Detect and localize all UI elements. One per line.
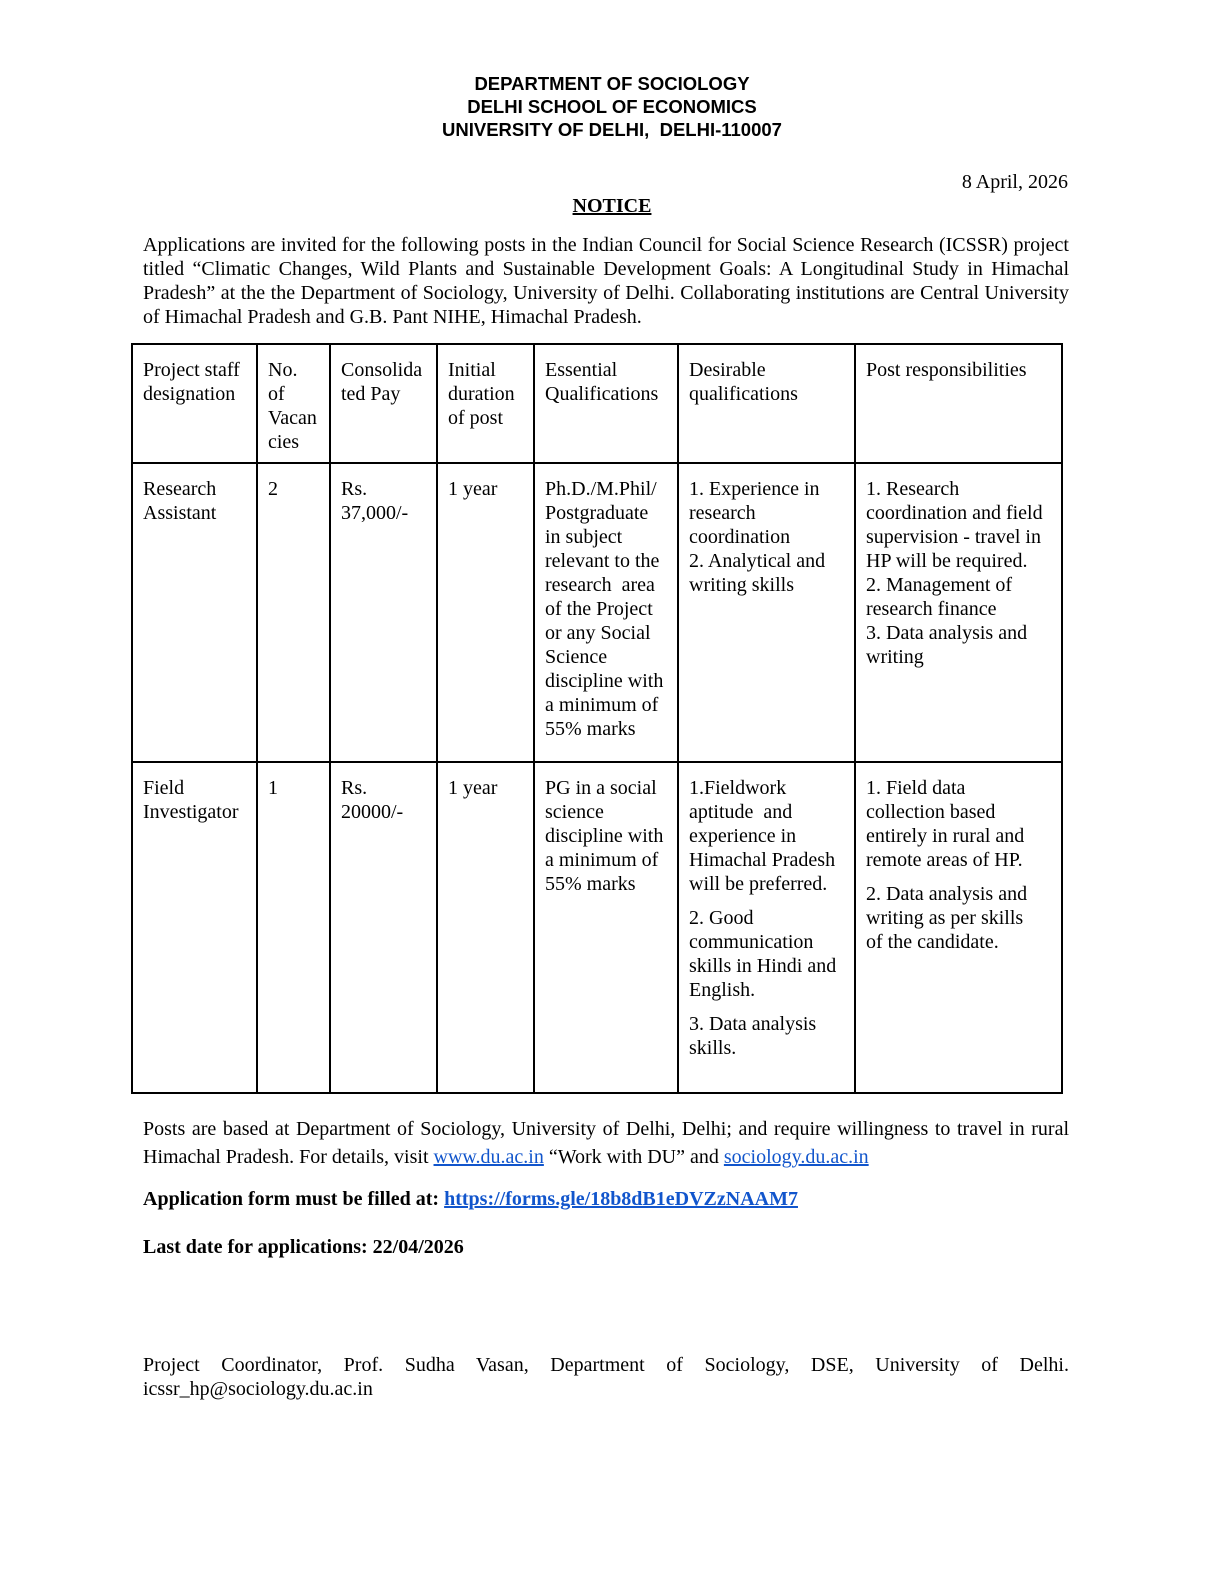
header-cell: [855, 344, 1062, 463]
cell-text: 2. Management of: [866, 574, 1013, 596]
cell-text: 2. Data analysis and: [866, 883, 1028, 905]
cell-text: supervision - travel in: [866, 526, 1041, 548]
coordinator-email: icssr_hp@sociology.du.ac.in: [143, 1378, 373, 1400]
duration-cell: 1 year: [437, 463, 534, 762]
designation-cell: [132, 762, 257, 1093]
cell-text: Field: [143, 777, 185, 799]
header-line-2: DELHI SCHOOL OF ECONOMICS: [467, 96, 757, 117]
cell-text: skills in Hindi and: [689, 955, 837, 977]
posts-info-paragraph: [143, 1115, 1069, 1171]
cell-text: 2. Good: [689, 907, 754, 929]
cell-text: 1. Field data: [866, 777, 966, 799]
cell-text: Research: [143, 478, 217, 500]
staff-table: [131, 343, 1063, 1094]
cell-text: research: [689, 502, 756, 524]
cell-text: or any Social: [545, 622, 651, 644]
spacer: [689, 896, 846, 906]
cell-text: HP will be required.: [866, 550, 1028, 572]
responsibilities-cell: [855, 762, 1062, 1093]
cell-text: 3. Data analysis and: [866, 622, 1028, 644]
spacer: [689, 1002, 846, 1012]
header-text: duration: [448, 383, 515, 405]
notice-title: NOTICE: [572, 195, 652, 217]
cell-text: 55% marks: [545, 718, 636, 740]
header-text: Post responsibilities: [866, 359, 1027, 381]
cell-text: 1. Experience in: [689, 478, 820, 500]
cell-text: Rs.: [341, 777, 368, 799]
coordinator-line: Project Coordinator, Prof. Sudha Vasan, Department of Sociology, DSE, University of Delhi.: [143, 1354, 1069, 1376]
header-text: No.: [268, 359, 298, 381]
department-header: [0, 72, 1224, 141]
cell-text: remote areas of HP.: [866, 849, 1023, 871]
cell-text: research finance: [866, 598, 997, 620]
cell-text: writing skills: [689, 574, 795, 596]
cell-text: PG in a social: [545, 777, 657, 799]
pay-cell: [330, 762, 437, 1093]
cell-text: Rs.: [341, 478, 368, 500]
header-line-1: DEPARTMENT OF SOCIOLOGY: [474, 73, 750, 94]
header-cell: [132, 344, 257, 463]
designation-cell: [132, 463, 257, 762]
cell-text: 20000/-: [341, 801, 404, 823]
cell-text: collection based: [866, 801, 996, 823]
application-line: [143, 1185, 1069, 1213]
pay-cell: [330, 463, 437, 762]
cell-text: communication: [689, 931, 814, 953]
cell-text: 1.Fieldwork: [689, 777, 787, 799]
table-row: [132, 762, 1062, 1093]
header-cell: [534, 344, 678, 463]
header-text: Desirable: [689, 359, 766, 381]
cell-text: experience in: [689, 825, 797, 847]
header-text: of post: [448, 407, 503, 429]
vacancies-cell: 1: [257, 762, 330, 1093]
cell-text: of the Project: [545, 598, 653, 620]
coordinator-paragraph: [143, 1353, 1069, 1401]
cell-text: Himachal Pradesh: [689, 849, 836, 871]
cell-text: a minimum of: [545, 694, 659, 716]
cell-text: Assistant: [143, 502, 217, 524]
header-text: Vacan: [268, 407, 317, 429]
cell-text: discipline with: [545, 825, 664, 847]
cell-text: science: [545, 801, 604, 823]
cell-text: English.: [689, 979, 756, 1001]
cell-text: writing as per skills: [866, 907, 1024, 929]
application-label: Application form must be filled at:: [143, 1188, 445, 1210]
cell-text: in subject: [545, 526, 623, 548]
desirable-cell: [678, 762, 855, 1093]
cell-text: Ph.D./M.Phil/: [545, 478, 657, 500]
duration-cell: 1 year: [437, 762, 534, 1093]
cell-text: will be preferred.: [689, 873, 828, 895]
header-text: designation: [143, 383, 236, 405]
cell-text: of the candidate.: [866, 931, 999, 953]
cell-text: discipline with: [545, 670, 664, 692]
intro-paragraph: Applications are invited for the following posts in the Indian Council for Social Science Research (ICSSR) project titled “Climatic Changes, Wild Plants and Sustainable Development Goals: A Longitudinal Study in Himachal Pradesh” at the the Department of Sociology, University of Delhi. Collaborating institutions are Central University of Himachal Pradesh and G.B. Pant NIHE, Himachal Pradesh.: [143, 234, 1069, 328]
desirable-cell: [678, 463, 855, 762]
cell-text: relevant to the: [545, 550, 660, 572]
table-row: [132, 463, 1062, 762]
cell-text: 1. Research: [866, 478, 960, 500]
header-text: ted Pay: [341, 383, 401, 405]
cell-text: Postgraduate: [545, 502, 649, 524]
cell-text: Science: [545, 646, 608, 668]
cell-text: 37,000/-: [341, 502, 409, 524]
vacancies-cell: 2: [257, 463, 330, 762]
application-form-link[interactable]: https://forms.gle/18b8dB1eDVZzNAAM7: [444, 1188, 798, 1210]
posts-info-text: “Work with DU” and: [543, 1146, 724, 1168]
header-text: qualifications: [689, 383, 798, 405]
cell-text: entirely in rural and: [866, 825, 1025, 847]
cell-text: a minimum of: [545, 849, 659, 871]
cell-text: 55% marks: [545, 873, 636, 895]
header-cell: [257, 344, 330, 463]
header-text: Consolida: [341, 359, 423, 381]
header-line-3: UNIVERSITY OF DELHI, DELHI-110007: [442, 119, 782, 140]
header-text: Qualifications: [545, 383, 659, 405]
header-text: of: [268, 383, 285, 405]
header-text: Initial: [448, 359, 496, 381]
cell-text: coordination: [689, 526, 791, 548]
du-website-link[interactable]: www.du.ac.in: [433, 1146, 544, 1168]
table-header-row: [132, 344, 1062, 463]
cell-text: research area: [545, 574, 655, 596]
sociology-website-link[interactable]: sociology.du.ac.in: [723, 1146, 869, 1168]
last-date: Last date for applications: 22/04/2026: [143, 1236, 464, 1258]
cell-text: writing: [866, 646, 924, 668]
header-cell: [678, 344, 855, 463]
posts-info-text: Posts are based at Department of Sociology, University of Delhi, Delhi; and require willingness to travel in rural Himachal Pradesh. For details, visit: [143, 1118, 1069, 1168]
responsibilities-cell: [855, 463, 1062, 762]
cell-text: 3. Data analysis: [689, 1013, 817, 1035]
cell-text: skills.: [689, 1037, 737, 1059]
header-text: Project staff: [143, 359, 240, 381]
notice-date: 8 April, 2026: [961, 171, 1068, 193]
cell-text: aptitude and: [689, 801, 793, 823]
header-cell: [437, 344, 534, 463]
header-text: Essential: [545, 359, 618, 381]
cell-text: 2. Analytical and: [689, 550, 826, 572]
cell-text: Investigator: [143, 801, 239, 823]
essential-cell: [534, 463, 678, 762]
header-text: cies: [268, 431, 300, 453]
cell-text: coordination and field: [866, 502, 1043, 524]
spacer: [866, 872, 1053, 882]
header-cell: [330, 344, 437, 463]
essential-cell: [534, 762, 678, 1093]
